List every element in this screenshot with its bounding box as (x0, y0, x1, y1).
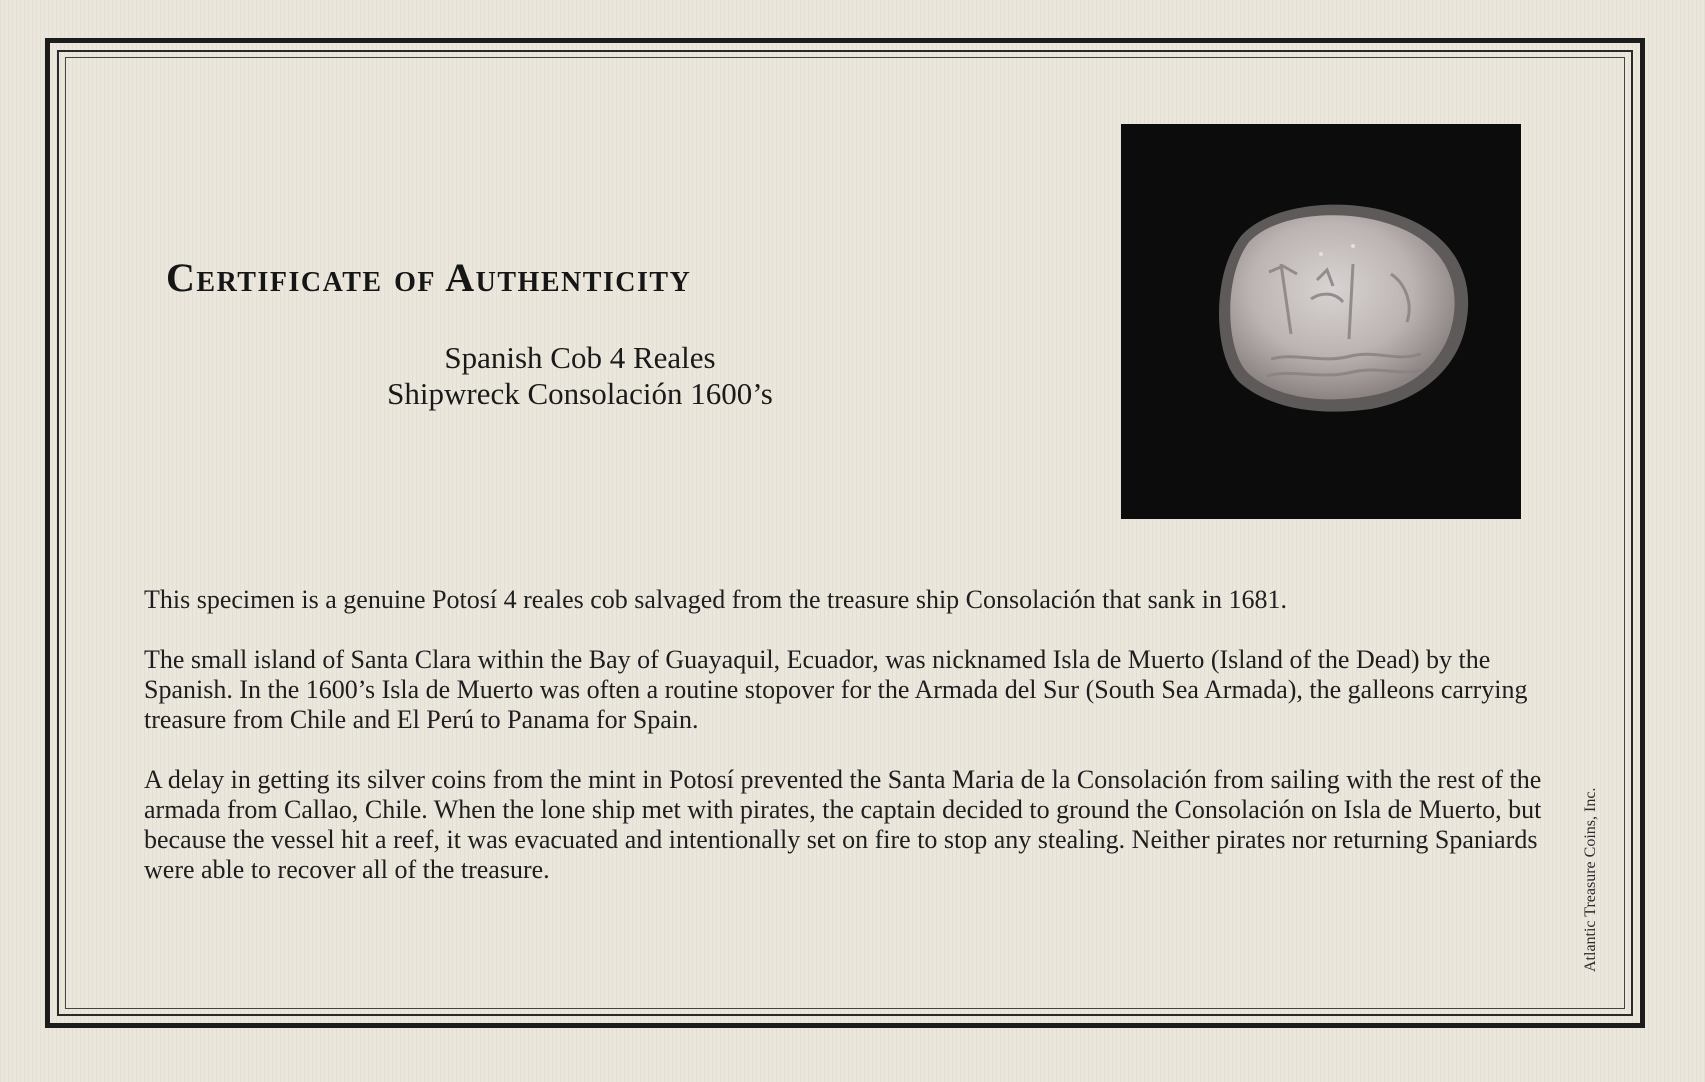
certificate-subtitle (300, 340, 860, 412)
subtitle-line-2: Shipwreck Consolación 1600’s (387, 376, 773, 411)
issuer-note: Atlantic Treasure Coins, Inc. (1582, 787, 1599, 972)
paragraph-2: The small island of Santa Clara within the Bay of Guayaquil, Ecuador, was nicknamed Isla de Muerto (Island of the Dead) by the Spanish. In the 1600’s Isla de Muerto was often a routine stopover for the Armada del Sur (South Sea Armada), the galleons carrying treasure from Chile and El Perú to Panama for Spain. (144, 645, 1528, 734)
paragraph-1: This specimen is a genuine Potosí 4 reales cob salvaged from the treasure ship Consolación that sank in 1681. (144, 585, 1288, 614)
subtitle-line-1: Spanish Cob 4 Reales (444, 340, 716, 375)
paragraph-3: A delay in getting its silver coins from the mint in Potosí prevented the Santa Maria de la Consolación from sailing with the rest of the armada from Callao, Chile. When the lone ship met with pirates, the captain decided to ground the Consolación on Isla de Muerto, but because the vessel hit a reef, it was evacuated and intentionally set on fire to stop any stealing. Neither pirates nor returning Spaniards were able to recover all of the treasure. (144, 765, 1542, 884)
coin-image (1121, 124, 1521, 519)
certificate-title: Certificate of Authenticity (166, 255, 692, 300)
description (144, 585, 1544, 915)
coin-photo (1121, 124, 1521, 519)
